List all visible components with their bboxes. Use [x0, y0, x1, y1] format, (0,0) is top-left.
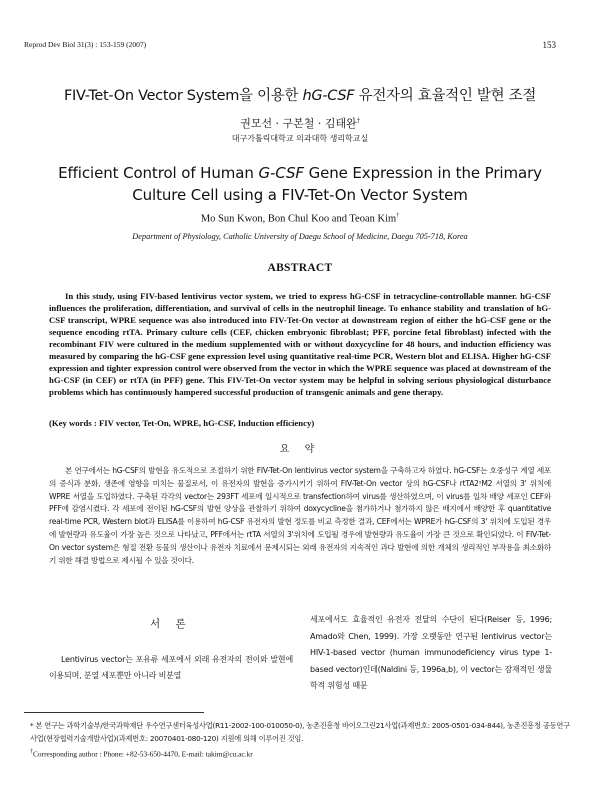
abstract-text: In this study, using FIV-based lentivirus vector system, we tried to express hG-CSF in tetracycline-controllable manner. hG-CSF influences the proliferation, differentiation, and survival of cells in the neutrophil lineage. To enhance stability and translation of hG-CSF transcript, WPRE sequence was also introduced into FIV-Tet-On vector at downstream region of either the hG-CSF gene or the sequence encoding rtTA. Primary culture cells (CEF, chicken embryonic fibroblast; PFF, porcine fetal fibroblast) infected with the recombinant FIV were cultured in the medium supplemented with or without doxycycline for 48 hours, and induction efficiency was measured by comparing the hG-CSF gene expression level using quantitative real-time PCR, Western blot and ELISA. Higher hG-CSF expression and tighter expression control were observed from the vector in which the WPRE sequence was placed at downstream of the hG-CSF (in CEF) or rtTA (in PFF) gene. This FIV-Tet-On vector system may be helpful in solving serious physiological disturbance problems which has continuously hampered successful production of transgenic animals and gene therapy. [49, 291, 551, 397]
funding-footnote: * 본 연구는 과학기술부/한국과학재단 우수연구센터육성사업(R11-2002-100-010050-0), 농촌진흥청 바이오그린21사업(과제번호: 2005-0501-034-844), 농촌진흥청 공동연구사업(현장협력기술개발사업)(과제번호: 20070401-080-120) 지원에 의해 이루어진 것임. [30, 721, 570, 743]
page-number: 153 [542, 40, 556, 50]
title-ko-gene: hG-CSF [302, 88, 355, 104]
authors-ko-mark: † [356, 117, 360, 125]
abstract-body [49, 290, 551, 398]
authors-korean [0, 115, 600, 131]
corresponding-mark: † [30, 749, 33, 755]
title-english [40, 162, 560, 206]
title-en-line2: Culture Cell using a FIV-Tet-On Vector System [132, 186, 468, 204]
authors-ko-names: 권모선 · 구본철 · 김태완 [240, 117, 357, 130]
intro-left-text: Lentivirus vector는 포유류 세포에서 외래 유전자의 전이와 발현에 이용되며, 분열 세포뿐만 아니라 비분열 [49, 655, 293, 680]
title-korean [0, 84, 600, 105]
summary-heading: 요 약 [279, 444, 321, 455]
corresponding-author-footnote [30, 749, 570, 758]
keywords: (Key words : FIV vector, Tet-On, WPRE, hG-CSF, Induction efficiency) [49, 418, 315, 428]
title-en-line1b: Gene Expression in the Primary [303, 164, 542, 182]
intro-left-column [49, 652, 293, 684]
journal-citation: Reprod Dev Biol 31(3) : 153-159 (2007) [24, 40, 147, 49]
korean-summary [49, 465, 551, 567]
corresponding-text: Corresponding author : Phone: +82-53-650-4470, E-mail: takim@cu.ac.kr [33, 749, 253, 759]
title-ko-part1: FIV-Tet-On Vector System을 이용한 [63, 88, 303, 104]
korean-summary-text: 본 연구에서는 hG-CSF의 발현을 유도적으로 조절하기 위한 FIV-Tet-On lentivirus vector system을 구축하고자 하였다. hG-CSF는 호중성구 계열 세포의 증식과 분화, 생존에 영향을 미치는 물질로서, 이 유전자의 발현을 증가시키기 위하여 FIV-Tet-On vector 상의 hG-CSF나 rtTA2ˢM2 서열의 3' 위치에 WPRE 서열을 도입하였다. 구축된 각각의 vector는 293FT 세포에 일시적으로 transfection하여 virus를 생산하였으며, 이 virus를 일차 배양 세포인 CEF와 PFF에 감염시켰다. 각 세포에 전이된 hG-CSF의 발현 양상을 관찰하기 위하여 doxycycline을 첨가하거나 첨가하지 않은 배지에서 배양한 후 quantitative real-time PCR, Western blot과 ELISA를 이용하여 hG-CSF 유전자의 발현 정도를 비교 측정한 결과, CEF에서는 WPRE가 hG-CSF의 3' 위치에 도입된 경우에 발현량과 유도율이 가장 높은 것으로 나타났고, PFF에서는 rtTA 서열의 3'위치에 도입될 경우에 발현량과 유도율이 가장 큰 것으로 확인되었다. 이 FIV-Tet-On vector system은 형질 전환 동물의 생산이나 유전자 치료에서 문제시되는 외래 유전자의 지속적인 과다 발현에 의한 개체의 생리적인 부작용을 최소화하기 위한 해결 방법으로 제시될 수 있을 것이다. [49, 466, 551, 565]
intro-heading: 서 론 [150, 618, 192, 630]
title-en-line1a: Efficient Control of Human [58, 164, 259, 182]
title-en-gene: G-CSF [258, 164, 304, 182]
authors-english [0, 213, 600, 225]
affiliation-english: Department of Physiology, Catholic University of Daegu School of Medicine, Daegu 705-718, Korea [132, 232, 468, 241]
authors-en-mark: † [396, 213, 400, 219]
title-ko-part2: 유전자의 효율적인 발현 조절 [354, 88, 537, 104]
footnote-divider [24, 712, 204, 713]
authors-en-names: Mo Sun Kwon, Bon Chul Koo and Teoan Kim [200, 213, 397, 225]
abstract-heading: ABSTRACT [267, 262, 333, 274]
intro-right-column: 세포에서도 효율적인 유전자 전달의 수단이 된다(Reiser 등, 1996; Amado와 Chen, 1999). 가장 오랫동안 연구된 lentivirus vector는 HIV-1-based vector (human immunodeficiency virus type 1-based vector)인데(Naldini 등, 1996a,b), 이 vector는 잠재적인 생물학적 위험성 때문 [310, 615, 552, 690]
affiliation-korean: 대구가톨릭대학교 의과대학 생리학교실 [231, 134, 369, 143]
